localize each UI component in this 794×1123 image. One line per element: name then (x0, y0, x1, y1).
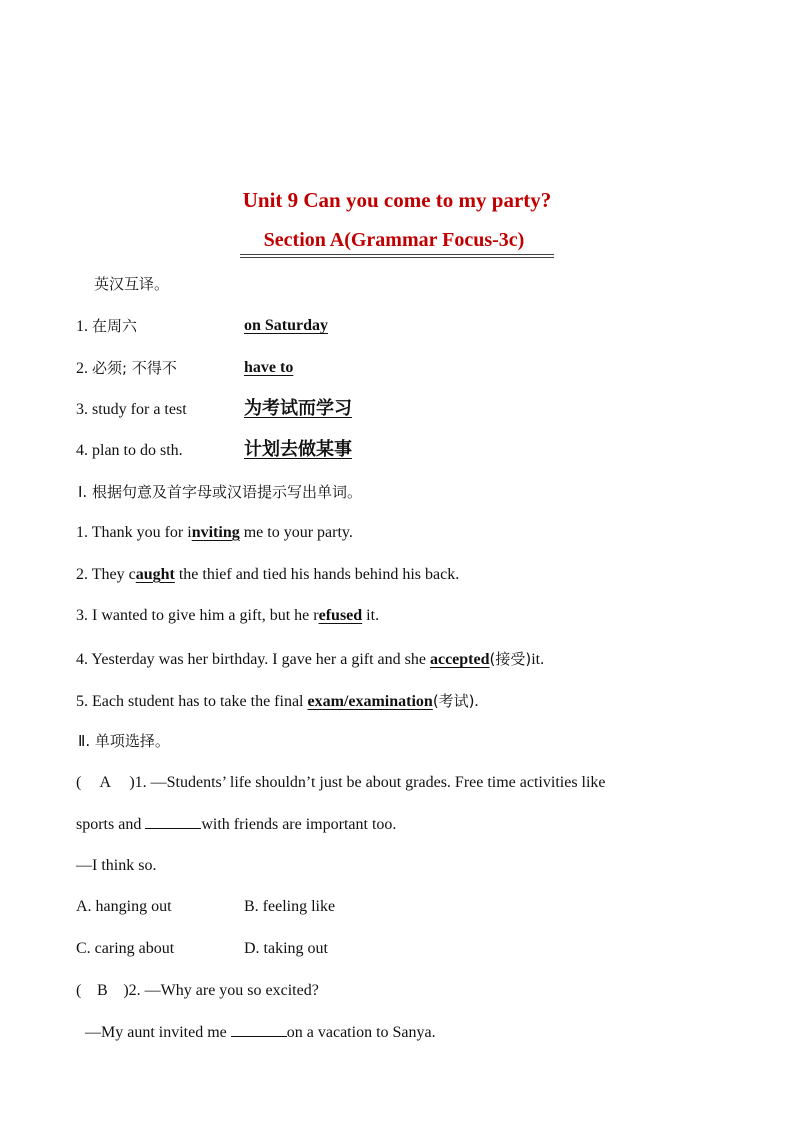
part1-heading: Ⅰ. 根据句意及首字母或汉语提示写出单词。 (78, 483, 362, 501)
item-prompt: plan to do sth. (92, 442, 183, 459)
translation-item-3 (76, 400, 187, 420)
answer-paren-open: ( (76, 774, 82, 791)
item-number: 1. (76, 318, 88, 335)
document-title: Unit 9 Can you come to my party? (242, 188, 552, 212)
sentence-text: the thief and tied his hands behind his back. (174, 566, 460, 583)
sentence-text: 2. They (76, 566, 129, 583)
chinese-hint: (考试) (432, 692, 475, 710)
option-c: C. caring about (76, 940, 175, 957)
translation-item-4 (76, 441, 183, 461)
answer-word: efused (318, 607, 363, 624)
mc-question-1-line2 (76, 814, 396, 835)
part1-item-4 (76, 649, 544, 670)
part2-heading: Ⅱ. 单项选择。 (78, 732, 170, 750)
option-a: A. hanging out (76, 898, 172, 915)
sentence-text: it. (531, 651, 545, 668)
translation-answer-3: 为考试而学习 (244, 398, 352, 419)
first-letter: c (128, 566, 136, 583)
answer-word: nviting (191, 524, 240, 541)
option-d: D. taking out (244, 940, 328, 957)
item-prompt: 在周六 (92, 317, 138, 335)
answer-word: aught (135, 566, 175, 583)
answer-choice: B (96, 982, 108, 999)
mc-question-1 (76, 773, 606, 793)
sentence-text: . (474, 693, 479, 710)
sentence-text: 5. Each student has to take the final (76, 693, 308, 710)
option-b: B. feeling like (244, 898, 336, 915)
sentence-text: 4. Yesterday was her birthday. I gave her a gift and she (76, 651, 430, 668)
sentence-text: 1. Thank you for (76, 524, 188, 541)
answer-blank (231, 1022, 287, 1037)
translation-item-2 (76, 358, 177, 379)
sentence-text: 3. I wanted to give him a gift, but he (76, 607, 314, 624)
part1-item-3 (76, 606, 379, 626)
answer-blank (145, 814, 201, 829)
part1-item-2 (76, 565, 459, 585)
question-text: —My aunt invited me (85, 1024, 231, 1041)
sentence-text: me to your party. (239, 524, 353, 541)
answer-word: accepted (429, 651, 490, 668)
item-prompt: study for a test (92, 401, 187, 418)
question-text: sports and (76, 816, 146, 833)
mc-question-2 (76, 981, 319, 1001)
question-text: )1. —Students’ life shouldn’t just be about grades. Free time activities like (129, 774, 606, 791)
translation-answer-2: have to (244, 359, 294, 376)
part1-item-5 (76, 691, 479, 712)
item-prompt: 必须; 不得不 (92, 359, 177, 377)
first-letter: i (187, 524, 192, 541)
part1-item-1 (76, 523, 353, 543)
translation-answer-4: 计划去做某事 (244, 439, 352, 460)
question-text: with friends are important too. (201, 816, 397, 833)
mc-question-1-reply: —I think so. (76, 857, 157, 874)
item-number: 4. (76, 442, 88, 459)
translation-heading: 英汉互译。 (94, 275, 170, 293)
first-letter: r (313, 607, 319, 624)
translation-answer-1: on Saturday (244, 317, 329, 334)
sentence-text: it. (362, 607, 380, 624)
chinese-hint: (接受) (489, 650, 532, 668)
translation-item-1 (76, 316, 137, 337)
question-text: )2. —Why are you so excited? (123, 982, 319, 999)
question-text: on a vacation to Sanya. (286, 1024, 436, 1041)
answer-paren-open: ( (76, 982, 82, 999)
item-number: 3. (76, 401, 88, 418)
section-subtitle-wrap (0, 228, 794, 255)
answer-choice: A (99, 774, 112, 791)
section-subtitle: Section A(Grammar Focus-3c) (240, 228, 555, 255)
item-number: 2. (76, 360, 88, 377)
answer-word: exam/examination (307, 693, 433, 710)
mc-question-2-reply (85, 1022, 436, 1043)
